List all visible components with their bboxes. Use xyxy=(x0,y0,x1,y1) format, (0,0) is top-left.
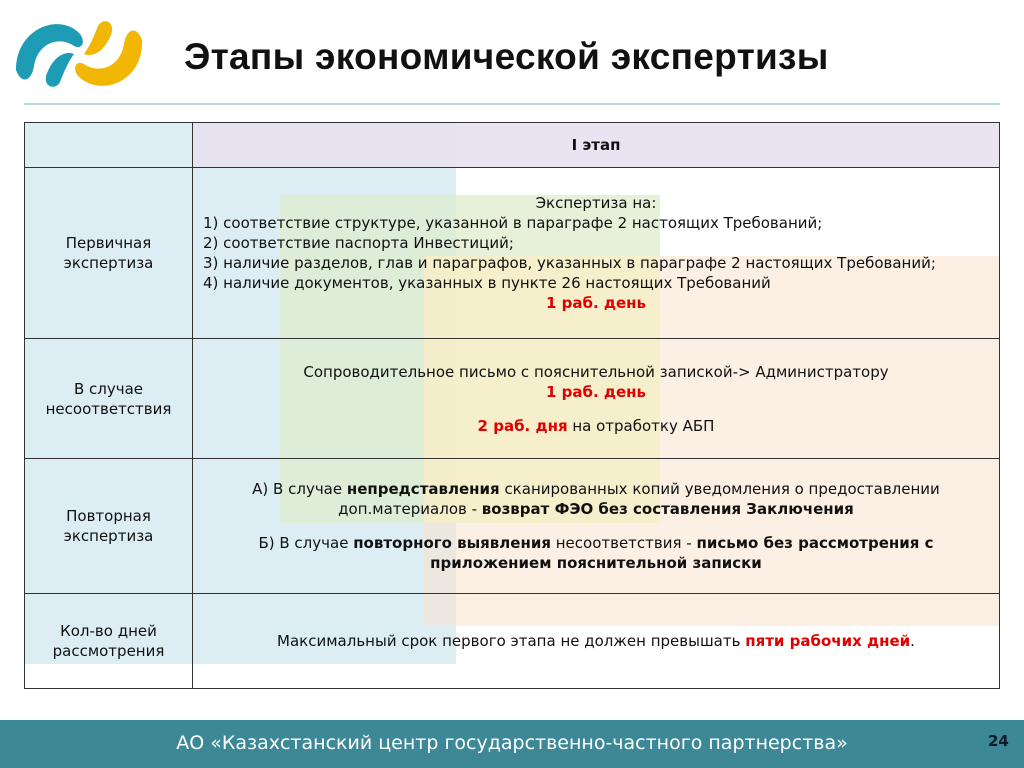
header-empty-cell xyxy=(25,123,193,168)
content-line: 2 раб. дня на отработку АБП xyxy=(477,416,715,435)
content-line: 2) соответствие паспорта Инвестиций; xyxy=(203,234,514,252)
content-line: Экспертиза на: xyxy=(535,194,657,212)
duration-label: 1 раб. день xyxy=(545,294,647,312)
duration-label: 1 раб. день xyxy=(545,382,647,401)
table-header-row xyxy=(25,123,1000,168)
row-content-primary xyxy=(193,168,1000,339)
footer-bar xyxy=(0,720,1024,768)
duration-label: 2 раб. дня xyxy=(477,416,568,435)
table-row xyxy=(25,459,1000,594)
row-label-days: Кол-во дней рассмотрения xyxy=(25,594,193,689)
row-content-mismatch xyxy=(193,339,1000,459)
content-line: 1) соответствие структуре, указанной в параграфе 2 настоящих Требований; xyxy=(203,214,823,232)
title-divider xyxy=(24,103,1000,105)
content-line: Максимальный срок первого этапа не должен превышать пяти рабочих дней. xyxy=(277,632,915,650)
row-label-primary: Первичная экспертиза xyxy=(25,168,193,339)
page-number: 24 xyxy=(988,732,1009,750)
stages-table xyxy=(24,122,1000,689)
table-row xyxy=(25,168,1000,339)
content-paragraph-b: Б) В случае повторного выявления несоответствия - письмо без рассмотрения с приложением пояснительной записки xyxy=(258,534,934,572)
row-content-repeat xyxy=(193,459,1000,594)
content-line: 4) наличие документов, указанных в пункте 26 настоящих Требований xyxy=(203,274,771,292)
content-line: Сопроводительное письмо с пояснительной запиской-> Администратору xyxy=(303,362,889,381)
table-row xyxy=(25,594,1000,689)
footer-org-name: АО «Казахстанский центр государственно-частного партнерства» xyxy=(176,732,848,754)
page-title: Этапы экономической экспертизы xyxy=(184,36,829,77)
row-content-days xyxy=(193,594,1000,689)
row-label-mismatch: В случае несоответствия xyxy=(25,339,193,459)
table-row xyxy=(25,339,1000,459)
stage-header: I этап xyxy=(193,123,1000,168)
logo-icon xyxy=(8,6,150,102)
row-label-repeat: Повторная экспертиза xyxy=(25,459,193,594)
content-paragraph-a: А) В случае непредставления сканированных копий уведомления о предоставлении доп.материалов - возврат ФЭО без составления Заключения xyxy=(252,480,940,518)
content-line: 3) наличие разделов, глав и параграфов, указанных в параграфе 2 настоящих Требований; xyxy=(203,254,936,272)
